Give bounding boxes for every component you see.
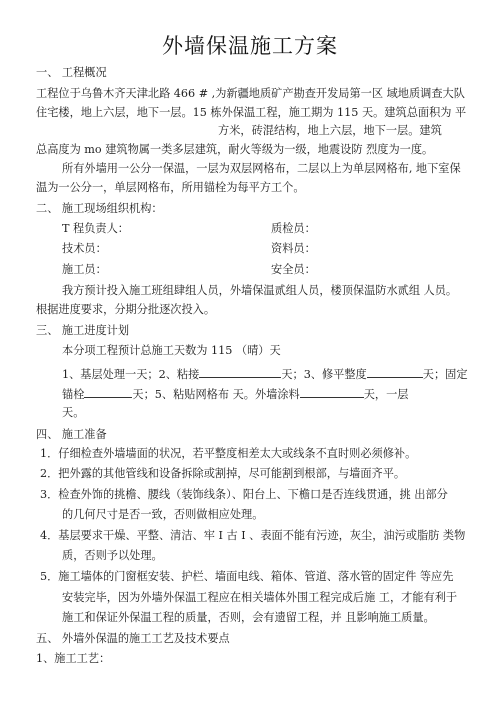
subsection-heading: 1、施工工艺： — [36, 652, 111, 665]
role-safety-officer: 安全员： — [271, 263, 316, 276]
list-item: 3．检查外饰的挑檐、腰线（装饰线条）、阳台上、下檐口是否连线贯通，挑 出部分 — [40, 488, 448, 501]
list-item: 1．仔细检查外墙墙面的状况，若平整度相差太大或线条不直时则必须修补。 — [40, 447, 417, 460]
schedule-text: 1、基层处理一天；2、粘接 — [62, 368, 200, 381]
paragraph-line: 方米，砖混结构，地上六层，地下一层。建筑 — [218, 124, 442, 137]
schedule-text: 天；5、粘贴网格布 天。外墙涂料 — [132, 388, 300, 401]
paragraph-line: 温为一公分一，单层网格布，所用锚栓为每平方工个。 — [36, 181, 305, 194]
section-1-heading: 一、 工程概况 — [36, 66, 107, 79]
role-project-manager: T 程负责人： — [62, 222, 129, 235]
role-documentation-clerk: 资料员： — [271, 242, 316, 255]
list-item: 4．基层要求干燥、平整、清洁、牢 I 古 I 、表面不能有污迹，灰尘，油污或脂肪 类物 — [40, 529, 466, 542]
paragraph-line: 所有外墙用一公分一保温，一层为双层网格布，二层以上为单层网格布, 地下室保 — [62, 162, 461, 175]
schedule-text: 天；固定 — [422, 368, 468, 381]
schedule-text: 锚栓 — [62, 388, 85, 401]
paragraph-line: 根据进度要求，分期分批逐次投入。 — [36, 303, 216, 316]
fill-blank — [199, 366, 281, 378]
paragraph-line: 住宅楼，地上六层，地下一层。15 栋外保温工程，施工期为 115 天。建筑总面积为 平 — [36, 106, 467, 119]
role-quality-inspector: 质检员： — [271, 222, 316, 235]
list-item: 2．把外露的其他管线和设备拆除或割掉，尽可能割到根部，与墙面齐平。 — [40, 467, 406, 480]
section-5-heading: 五、 外墙外保温的施工工艺及技术要点 — [36, 632, 230, 645]
list-item-continued: 质，否则予以处理。 — [62, 549, 163, 562]
section-2-heading: 二、 施工现场组织机构： — [36, 202, 163, 215]
list-item-continued: 安装完毕，因为外墙外保温工程应在相关墙体外围工程完成后施 工，才能有利于 — [62, 591, 458, 604]
fill-blank — [300, 386, 364, 398]
paragraph-line: 总高度为 mo 建筑物属一类多层建筑，耐火等级为一级，地震设防 烈度为一度。 — [36, 143, 434, 156]
schedule-line-1 — [62, 366, 468, 382]
section-4-heading: 四、 施工准备 — [36, 428, 107, 441]
paragraph-line: 本分项工程预计总施工天数为 115 （晴）天 — [62, 344, 281, 357]
fill-blank — [367, 366, 423, 378]
paragraph-line: 我方预计投入施工班组肆组人员，外墙保温贰组人员，楼顶保温防水贰组 人员。 — [62, 284, 458, 297]
list-item-continued: 施工和保证外保温工程的质量，否则，会有遗留工程，并 且影响施工质量。 — [62, 611, 435, 624]
section-3-heading: 三、 施工进度计划 — [36, 324, 130, 337]
role-technician: 技术员： — [62, 242, 107, 255]
paragraph-line: 工程位于乌鲁木齐天津北路 466 # ,为新疆地质矿产勘查开发局第一区 域地质调查大队 — [36, 87, 465, 100]
list-item: 5．施工墙体的门窗框安装、护栏、墙面电线、箱体、管道、落水管的固定件 等应先 — [40, 570, 454, 583]
fill-blank — [84, 386, 132, 398]
schedule-line-2 — [62, 386, 408, 402]
list-item-continued: 的几何尺寸是否一致，否则做相应处理。 — [62, 508, 264, 521]
paragraph-line: 天。 — [62, 406, 85, 419]
role-construction-worker: 施工员： — [62, 263, 107, 276]
schedule-text: 天，一层 — [363, 388, 409, 401]
schedule-text: 天；3、修平整度 — [281, 368, 367, 381]
document-title: 外墙保温施工方案 — [162, 34, 338, 58]
